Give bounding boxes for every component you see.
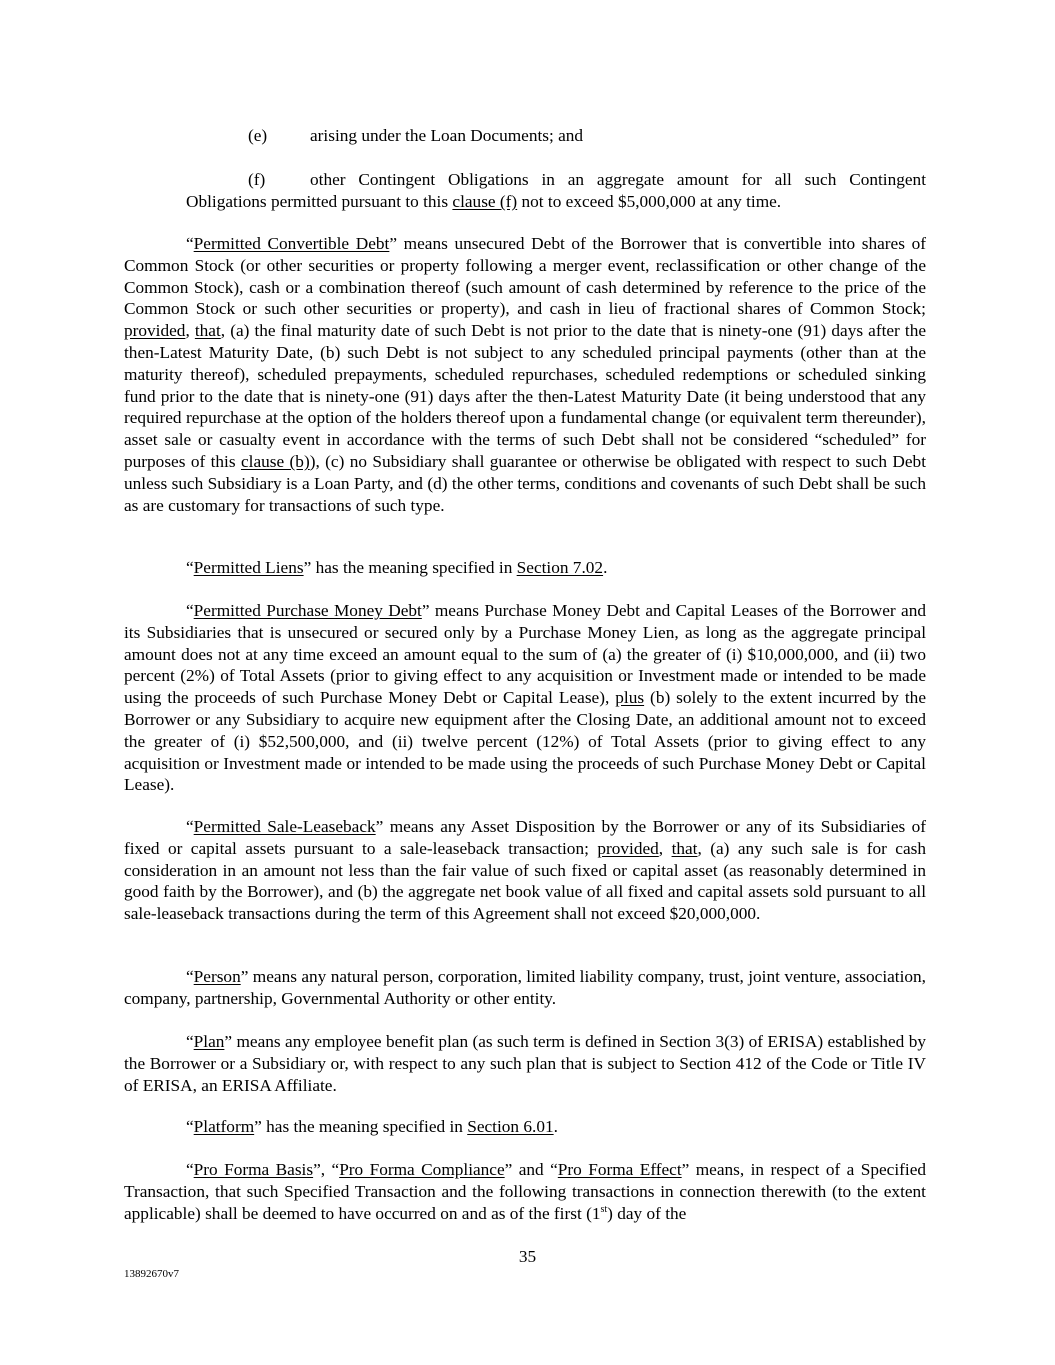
list-item-f-line1: other Contingent Obligations in an aggregate amount for all such Contingent bbox=[310, 170, 926, 189]
definition-permitted-liens: “Permitted Liens” has the meaning specified in Section 7.02. bbox=[186, 558, 608, 577]
defined-term: Pro Forma Basis bbox=[193, 1160, 314, 1179]
defined-term: Permitted Liens bbox=[193, 558, 304, 577]
definition-permitted-sale-leaseback: “Permitted Sale-Leaseback” means any Asset Disposition by the Borrower or any of its Subsidiaries of fixed or capital assets pursuant to a sale-leaseback transaction; provided, that, (a) any such sale is for cash consideration in an amount not less than the fair value of such fixed or capital asset (as reasonably determined in good faith by the Borrower), and (b) the aggregate net book value of all fixed and capital assets sold pursuant to all sale-leaseback transactions during the term of this Agreement shall not exceed $20,000,000. bbox=[124, 817, 927, 924]
definition-permitted-convertible-debt: “Permitted Convertible Debt” means unsecured Debt of the Borrower that is convertible into shares of Common Stock (or other securities or property following a merger event, reclassification or other change of the Common Stock), cash or a combination thereof (such amount of cash determined by reference to the price of the Common Stock or such other securities or property), and cash in lieu of fractional shares of Common Stock; provided, that, (a) the final maturity date of such Debt is not prior to the date that is ninety-one (91) days after the then-Latest Maturity Date, (b) such Debt is not subject to any scheduled principal payments (other than at the maturity thereof), scheduled prepayments, scheduled repurchases, scheduled redemptions or scheduled sinking fund prior to the date that is ninety-one (91) days after the then-Latest Maturity Date (it being understood that any required repurchase at the option of the holders thereof upon a fundamental change (or equivalent term thereunder), asset sale or casualty event in accordance with the terms of such Debt shall not be considered “scheduled” for purposes of this clause (b)), (c) no Subsidiary shall guarantee or otherwise be obligated with respect to such Debt unless such Subsidiary is a Loan Party, and (d) the other terms, conditions and covenants of such Debt shall be such as are customary for transactions of such type. bbox=[124, 234, 927, 515]
page-number: 35 bbox=[518, 1247, 537, 1266]
section-reference: Section 7.02 bbox=[516, 558, 604, 577]
definition-platform: “Platform” has the meaning specified in Section 6.01. bbox=[186, 1117, 558, 1136]
defined-term: Pro Forma Effect bbox=[557, 1160, 682, 1179]
defined-term: Platform bbox=[193, 1117, 255, 1136]
clause-b-reference: clause (b) bbox=[240, 451, 310, 471]
clause-f-reference: clause (f) bbox=[452, 192, 518, 211]
defined-term: Permitted Sale-Leaseback bbox=[193, 817, 376, 836]
document-id: 13892670v7 bbox=[124, 1268, 179, 1280]
defined-term: Person bbox=[193, 967, 241, 986]
definition-permitted-purchase-money-debt: “Permitted Purchase Money Debt” means Purchase Money Debt and Capital Leases of the Borrower and its Subsidiaries that is unsecured or secured only by a Purchase Money Lien, as long as the aggregate principal amount does not at any time exceed an amount equal to the sum of (a) the greater of (i) $10,000,000, and (ii) two percent (2%) of Total Assets (prior to giving effect to any acquisition or Investment made or intended to be made using the proceeds of such Purchase Money Debt or Capital Lease), plus (b) solely to the extent incurred by the Borrower or any Subsidiary to acquire new equipment after the Closing Date, an additional amount not to exceed the greater of (i) $52,500,000, and (ii) twelve percent (12%) of Total Assets (prior to giving effect to any acquisition or Investment made or intended to be made using the proceeds of such Purchase Money Debt or Capital Lease). bbox=[124, 601, 926, 795]
defined-term: Plan bbox=[193, 1032, 225, 1051]
list-item-f-line2: Obligations permitted pursuant to this clause (f) not to exceed $5,000,000 at any time. bbox=[186, 192, 782, 211]
defined-term: Permitted Convertible Debt bbox=[193, 234, 390, 253]
list-item-e-text: arising under the Loan Documents; and bbox=[310, 126, 584, 145]
list-item-e-label: (e) bbox=[248, 126, 268, 145]
defined-term: Permitted Purchase Money Debt bbox=[193, 601, 422, 620]
definition-pro-forma: “Pro Forma Basis”, “Pro Forma Compliance” and “Pro Forma Effect” means, in respect of a Specified Transaction, that such Specified Transaction and the following transactions in connection therewith (to the extent applicable) shall be deemed to have occurred on and as of the first (1st) day of the bbox=[124, 1160, 927, 1223]
defined-term: Pro Forma Compliance bbox=[339, 1160, 505, 1179]
list-item-f-label: (f) bbox=[248, 170, 266, 189]
section-reference: Section 6.01 bbox=[467, 1117, 554, 1136]
definition-plan: “Plan” means any employee benefit plan (as such term is defined in Section 3(3) of ERISA) established by the Borrower or a Subsidiary or, with respect to any such plan that is subject to Section 412 of the Code or Title IV of ERISA, an ERISA Affiliate. bbox=[124, 1032, 926, 1095]
definition-person: “Person” means any natural person, corporation, limited liability company, trust, joint venture, association, company, partnership, Governmental Authority or other entity. bbox=[124, 967, 926, 1008]
